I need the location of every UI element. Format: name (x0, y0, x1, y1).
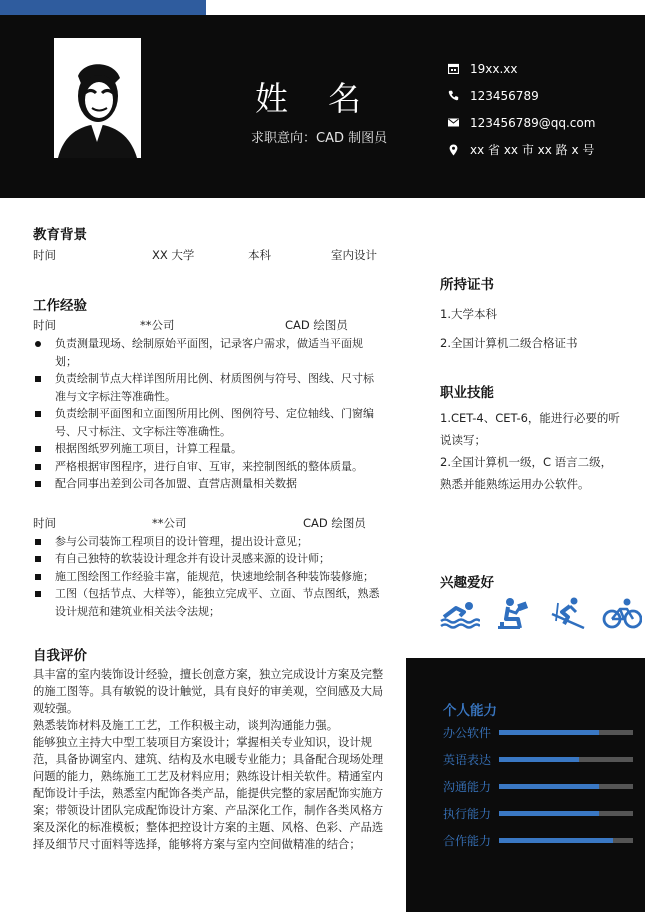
certificate-item: 2.全国计算机二级合格证书 (440, 336, 578, 350)
job1-position: CAD 绘图员 (285, 318, 348, 332)
job2-company: **公司 (152, 515, 187, 530)
list-item: 有自己独特的软装设计理念并有设计灵感来源的设计师； (33, 550, 383, 568)
self-evaluation-paragraph: 具丰富的室内装饰设计经验，擅长创意方案，独立完成设计方案及完整的施工图等。具有敏锐的设计触觉，具有良好的审美观，空间感及大局观较强。 (33, 668, 384, 715)
contact-list (447, 55, 595, 163)
education-time: 时间 (33, 248, 56, 262)
ability-label: 合作能力 (443, 834, 492, 848)
ability-bar (499, 730, 633, 735)
skill-item: 1.CET-4、CET-6，能进行必要的听说读写； (440, 411, 620, 447)
ability-label: 英语表达 (443, 753, 492, 767)
contact-birth (447, 55, 595, 82)
self-evaluation-paragraph: 能够独立主持大中型工装项目方案设计；掌握相关专业知识，设计规范，具备协调室内、建筑、结构及水电暖专业能力；具备配合现场处理问题的能力，熟练施工工艺及材料应用；熟练设计相关软件。精通室内配饰设计手法，熟悉室内配饰各类产品，能提供完整的家居配饰实施方案；带领设计团队完成配饰设计方案、产品深化工作，制作各类风格方案及深化的标准模板；整体把控设计方案的主题、风格、色彩、产品选择及细节尺寸面料等选择，能够将方案与室内空间做精准的结合； (33, 736, 384, 851)
list-item: 施工图绘图工作经验丰富，能规范，快速地绘制各种装饰装修施； (33, 568, 383, 586)
ability-bar-fill (499, 784, 600, 789)
calendar-icon (447, 63, 459, 75)
ability-bar-fill (499, 757, 580, 762)
job1-time: 时间 (33, 318, 56, 332)
ability-bar (499, 838, 633, 843)
mail-icon (447, 117, 459, 129)
work-section (33, 294, 383, 620)
ability-bar-fill (499, 811, 600, 816)
education-school: XX 大学 (152, 248, 195, 262)
reading-icon (494, 597, 534, 629)
contact-phone-text: 123456789 (470, 88, 539, 103)
ability-bar-fill (499, 730, 600, 735)
education-degree: 本科 (248, 248, 271, 262)
education-row (33, 247, 383, 263)
job1-company: **公司 (140, 318, 175, 332)
skill-item: 2.全国计算机一级，C 语言二级，熟悉并能熟练运用办公软件。 (440, 455, 613, 491)
ability-label: 沟通能力 (443, 780, 492, 794)
work-title: 工作经验 (33, 298, 87, 314)
education-major: 室内设计 (331, 248, 377, 262)
ability-bar (499, 757, 633, 762)
list-item: 工图（包括节点、大样等），能独立完成平、立面、节点图纸，熟悉设计规范和建筑业相关法令法规； (33, 585, 383, 620)
contact-phone (447, 82, 595, 109)
self-evaluation-title: 自我评价 (33, 648, 87, 664)
self-evaluation-paragraph: 熟悉装饰材料及施工工艺，工作积极主动，谈判沟通能力强。 (33, 719, 339, 732)
ability-row (443, 773, 633, 800)
ability-bar (499, 784, 633, 789)
job1-duties (33, 335, 383, 493)
list-item: 负责绘制节点大样详图所用比例、材质图例与符号、图线、尺寸标准与文字标注等准确性。 (33, 370, 383, 405)
certificate-item: 1.大学本科 (440, 307, 497, 321)
skills-title: 职业技能 (440, 385, 494, 401)
location-icon (447, 144, 459, 156)
job2-position: CAD 绘图员 (303, 515, 366, 530)
contact-email[interactable] (447, 109, 595, 136)
contact-birth-text: 19xx.xx (470, 61, 518, 76)
hobbies-title: 兴趣爱好 (440, 575, 494, 591)
phone-icon (447, 90, 459, 102)
job1-header (33, 317, 383, 333)
ability-row (443, 719, 633, 746)
job2-time: 时间 (33, 515, 56, 530)
cycling-icon (602, 597, 642, 629)
list-item: 配合同事出差到公司各加盟、直营店测量相关数据 (33, 475, 383, 493)
certificates-section (440, 273, 620, 351)
contact-address-text: xx 省 xx 市 xx 路 x 号 (470, 143, 595, 157)
self-evaluation-section (33, 644, 385, 853)
ability-row (443, 746, 633, 773)
list-item: 根据图纸罗列施工项目，计算工程量。 (33, 440, 383, 458)
top-accent-bar (0, 0, 206, 15)
skills-section (440, 381, 620, 495)
profile-photo (54, 38, 141, 158)
education-title: 教育背景 (33, 227, 87, 243)
contact-address (447, 136, 595, 163)
ability-row (443, 800, 633, 827)
resume-header (0, 15, 645, 198)
skiing-icon (548, 597, 588, 629)
job2-duties (33, 533, 383, 621)
list-item: 参与公司装饰工程项目的设计管理，提出设计意见； (33, 533, 383, 551)
education-section (33, 223, 383, 263)
job2-header (33, 515, 383, 531)
swimming-icon (440, 597, 480, 629)
hobbies-section (440, 571, 625, 629)
contact-email-text: 123456789@qq.com (470, 115, 596, 130)
job-intent: 求职意向：CAD 制图员 (251, 131, 388, 146)
certificates-title: 所持证书 (440, 277, 494, 293)
abilities-title: 个人能力 (443, 703, 497, 719)
abilities-section (443, 699, 633, 854)
list-item: 负责测量现场、绘制原始平面图，记录客户需求，做适当平面规划； (33, 335, 383, 370)
ability-bar (499, 811, 633, 816)
applicant-name: 姓名 (255, 79, 401, 118)
list-item: 负责绘制平面图和立面图所用比例、图例符号、定位轴线、门窗编号、尺寸标注、文字标注等准确性。 (33, 405, 383, 440)
ability-row (443, 827, 633, 854)
ability-bar-fill (499, 838, 613, 843)
ability-label: 执行能力 (443, 807, 492, 821)
list-item: 严格根据审图程序，进行自审、互审，来控制图纸的整体质量。 (33, 458, 383, 476)
ability-label: 办公软件 (443, 726, 492, 740)
hobby-icon-row (440, 597, 625, 629)
